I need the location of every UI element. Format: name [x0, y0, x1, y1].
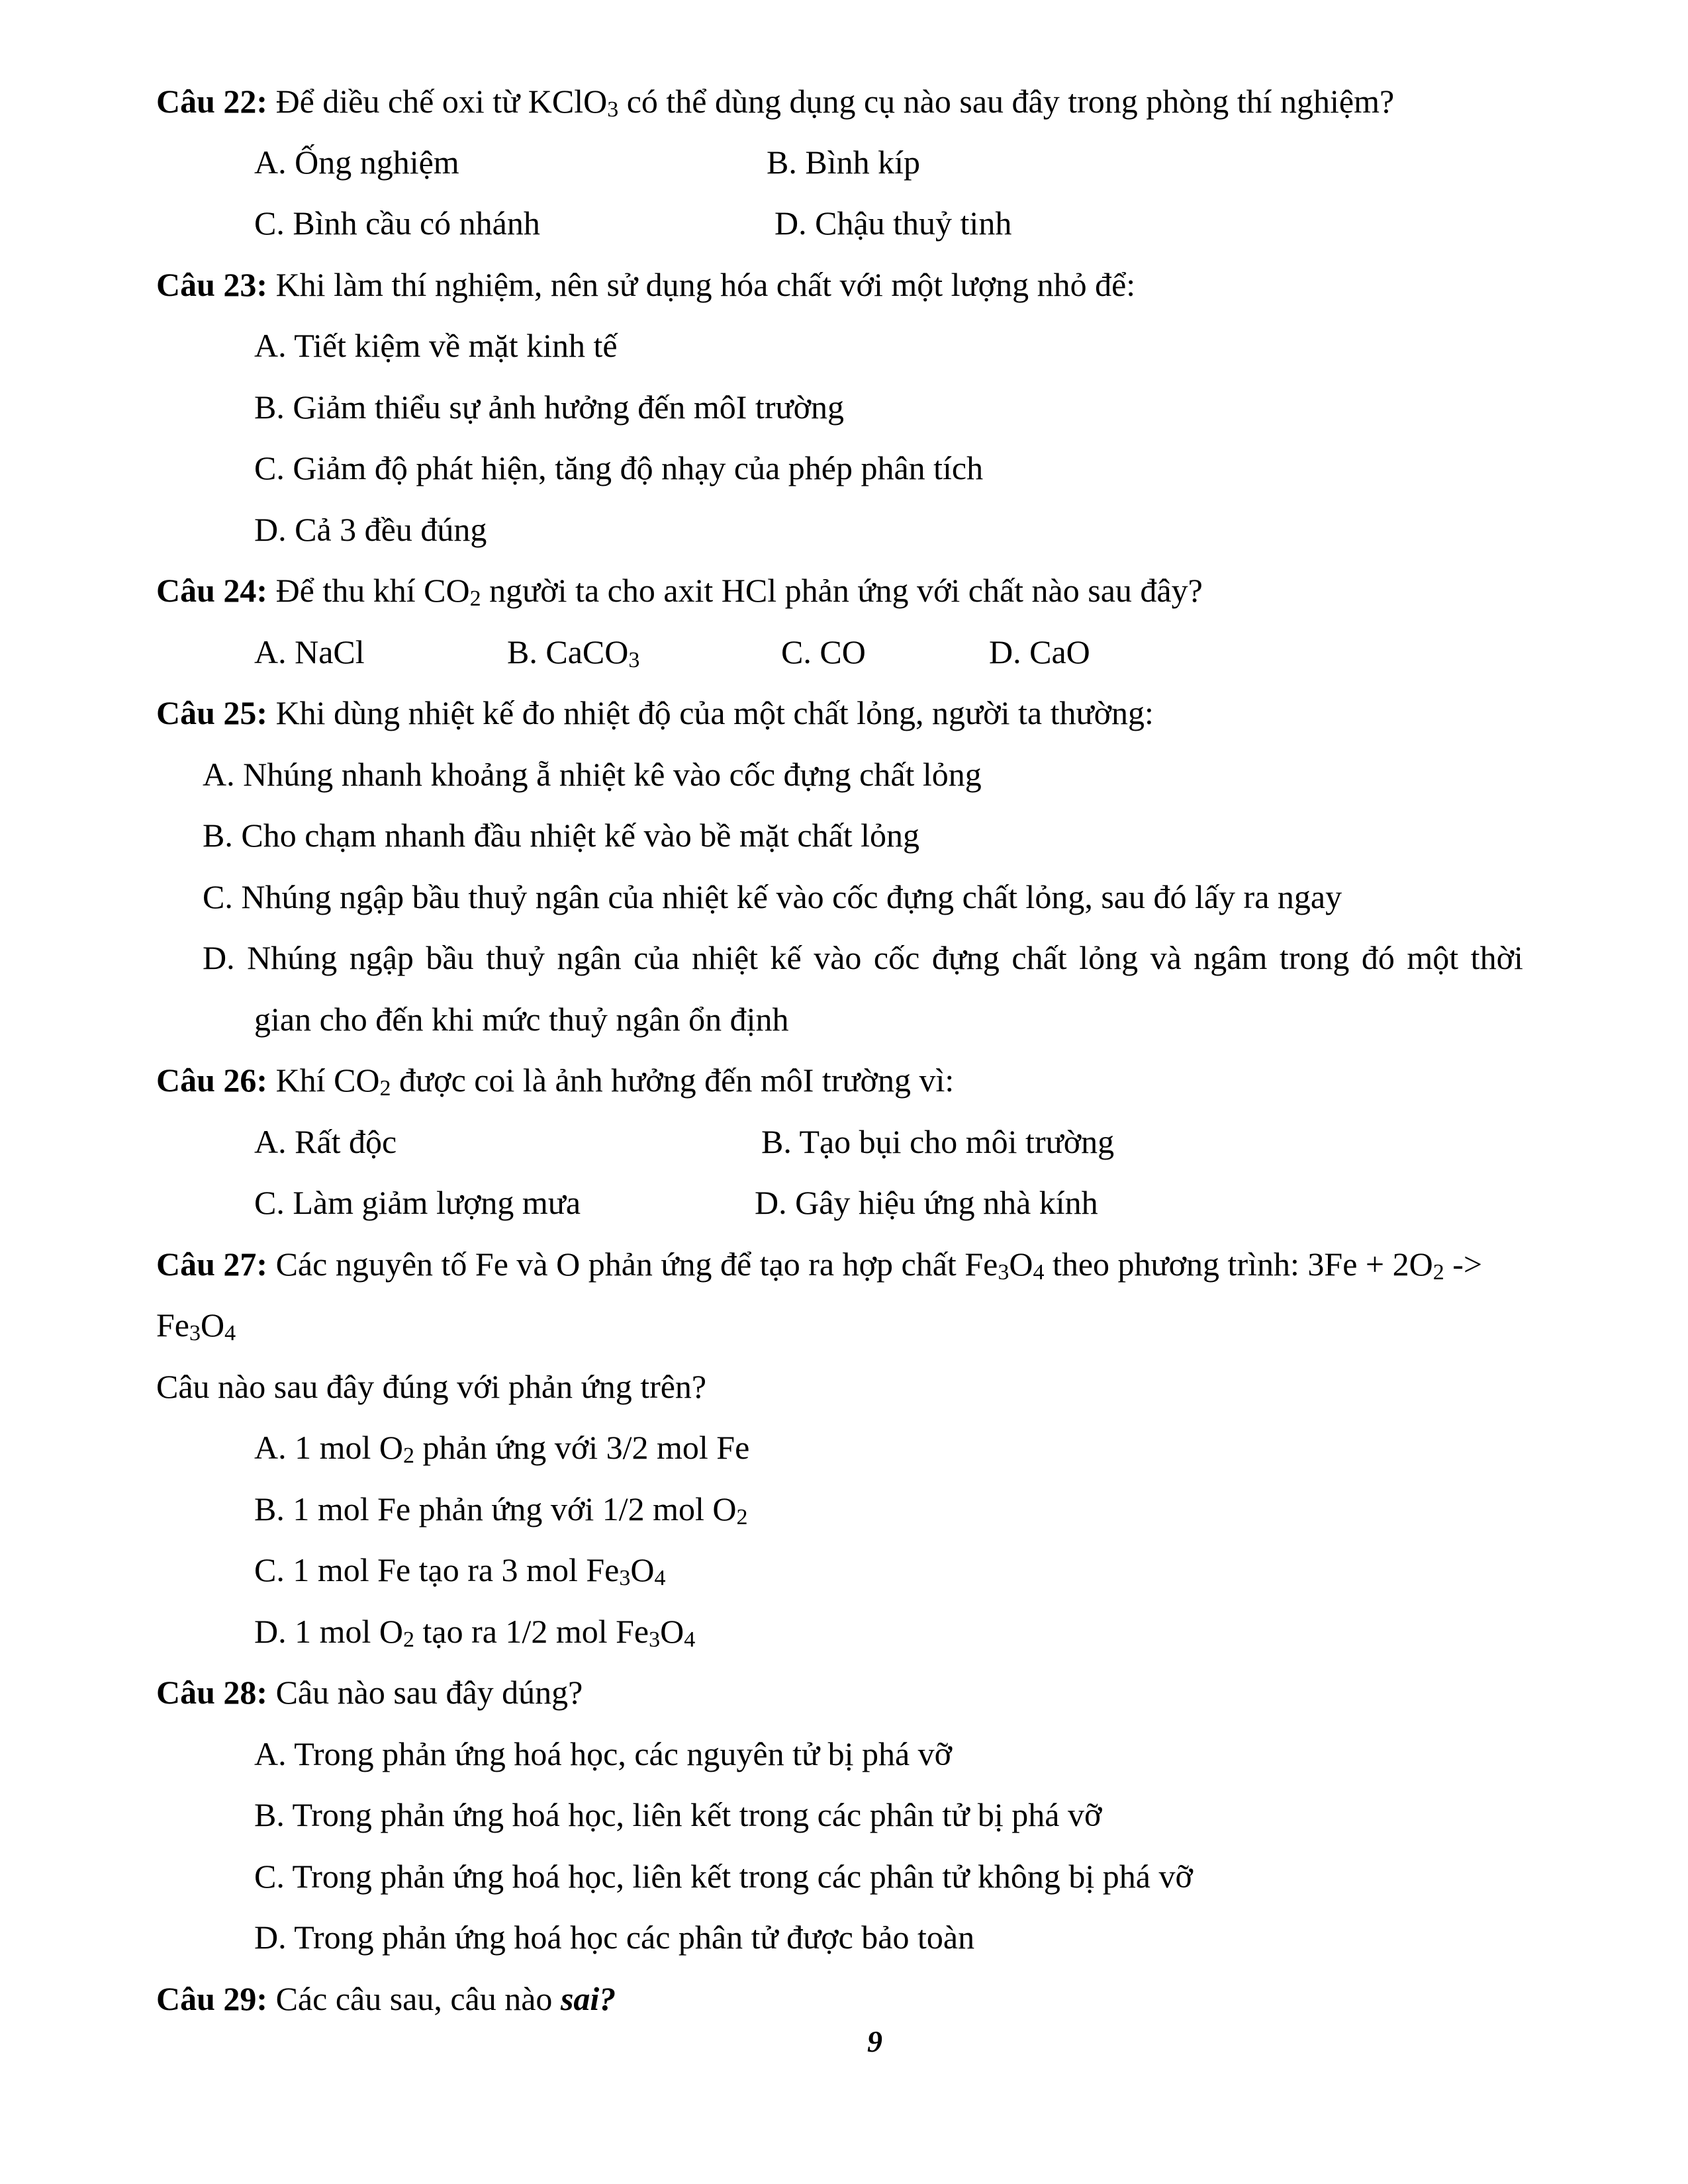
answer-option-d: D. Trong phản ứng hoá học các phân tử được bảo toàn	[254, 1919, 975, 1956]
question-27-prompt: Câu nào sau đây đúng với phản ứng trên?	[156, 1368, 707, 1405]
answer-option-d: D. Gây hiệu ứng nhà kính	[755, 1184, 1098, 1221]
answer-option-b: B. Bình kíp	[767, 144, 920, 181]
answer-option-b: B. Cho chạm nhanh đầu nhiệt kế vào bề mặt chất lỏng	[203, 817, 920, 854]
answer-option-c: C. Nhúng ngập bầu thuỷ ngân của nhiệt kế vào cốc đựng chất lỏng, sau đó lấy ra ngay	[203, 878, 1342, 915]
question-29-stem: Câu 29: Các câu sau, câu nào sai?	[156, 1980, 616, 2017]
answer-option-d: D. CaO	[989, 633, 1090, 670]
answer-option-c: C. 1 mol Fe tạo ra 3 mol $Fe_3O_4$	[254, 1551, 666, 1590]
answer-option-c: C. Bình cầu có nhánh	[254, 205, 540, 242]
question-label: Câu 25:	[156, 694, 268, 731]
answer-option-c: C. Làm giảm lượng mưa	[254, 1184, 581, 1221]
question-27-stem-continued: $Fe_3O_4$	[156, 1306, 236, 1345]
question-25-stem: Câu 25: Khi dùng nhiệt kế đo nhiệt độ của một chất lỏng, người ta thường:	[156, 694, 1154, 731]
question-label: Câu 28:	[156, 1674, 268, 1711]
answer-option-a: A. Tiết kiệm về mặt kinh tế	[254, 327, 618, 364]
answer-option-b: B. Tạo bụi cho môi trường	[761, 1123, 1115, 1160]
question-27-stem: Câu 27: Các nguyên tố Fe và O phản ứng để tạo ra hợp chất $Fe_3O_4$ theo phương trình: $3Fe + 2O_2$ ->	[156, 1246, 1483, 1285]
answer-option-d: D. 1 mol $O_2$ tạo ra 1/2 mol $Fe_3O_4$	[254, 1613, 696, 1652]
question-24-stem: Câu 24: Để thu khí $CO_2$ người ta cho axit HCl phản ứng với chất nào sau đây?	[156, 572, 1203, 611]
answer-option-a: A. Ống nghiệm	[254, 144, 459, 181]
question-label: Câu 27:	[156, 1246, 268, 1283]
answer-option-c: C. Giảm độ phát hiện, tăng độ nhạy của phép phân tích	[254, 449, 984, 486]
answer-option-a: A. NaCl	[254, 633, 365, 670]
question-28-stem: Câu 28: Câu nào sau đây dúng?	[156, 1674, 583, 1711]
question-label: Câu 26:	[156, 1062, 268, 1099]
question-label: Câu 29:	[156, 1980, 268, 2017]
answer-option-b: B. Giảm thiểu sự ảnh hưởng đến môI trường	[254, 388, 845, 426]
answer-option-b: B. CaCO$_3$	[507, 633, 640, 672]
answer-option-c: C. CO	[781, 633, 866, 670]
answer-option-a: A. Rất độc	[254, 1123, 397, 1160]
answer-option-d-continued: gian cho đến khi mức thuỷ ngân ổn định	[254, 1001, 789, 1038]
answer-option-c: C. Trong phản ứng hoá học, liên kết trong các phân tử không bị phá vỡ	[254, 1858, 1193, 1895]
answer-option-b: B. Trong phản ứng hoá học, liên kết trong các phân tử bị phá vỡ	[254, 1796, 1102, 1833]
answer-option-a: A. Trong phản ứng hoá học, các nguyên tử bị phá vỡ	[254, 1735, 953, 1772]
page-number: 9	[867, 2025, 882, 2058]
answer-option-d: D. Cả 3 đều đúng	[254, 511, 487, 548]
question-label: Câu 22:	[156, 83, 268, 120]
question-label: Câu 24:	[156, 572, 268, 609]
question-23-stem: Câu 23: Khi làm thí nghiệm, nên sử dụng hóa chất với một lượng nhỏ để:	[156, 266, 1136, 303]
question-label: Câu 23:	[156, 266, 268, 303]
answer-option-d: D. Nhúng ngập bầu thuỷ ngân của nhiệt kế vào cốc đựng chất lỏng và ngâm trong đó một thời	[203, 939, 1523, 976]
answer-option-b: B. 1 mol Fe phản ứng với 1/2 mol $O_2$	[254, 1490, 748, 1529]
question-26-stem: Câu 26: Khí $CO_2$ được coi là ảnh hưởng đến môI trường vì:	[156, 1062, 955, 1101]
answer-option-a: A. 1 mol $O_2$ phản ứng với 3/2 mol Fe	[254, 1429, 750, 1468]
emphasis-word: sai?	[560, 1980, 616, 2017]
answer-option-a: A. Nhúng nhanh khoảng ẵ nhiệt kê vào cốc đựng chất lỏng	[203, 756, 982, 793]
answer-option-d: D. Chậu thuỷ tinh	[774, 205, 1012, 242]
question-22-stem: Câu 22: Để diều chế oxi từ KClO$_3$ có thể dùng dụng cụ nào sau đây trong phòng thí nghiệm?	[156, 83, 1395, 122]
